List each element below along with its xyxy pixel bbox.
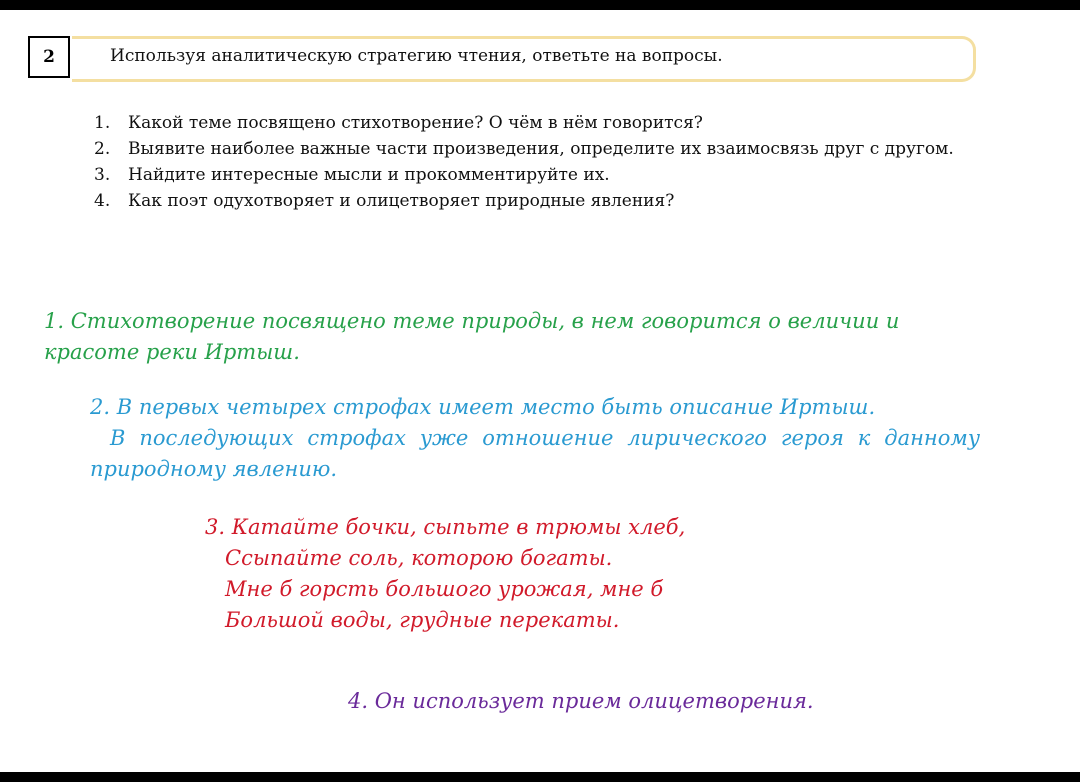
quote-line: 3. Катайте бочки, сыпьте в трюмы хлеб, — [205, 515, 686, 539]
question-number: 3. — [94, 165, 111, 185]
question-text: Как поэт одухотворяет и олицетворяет природные явления? — [128, 191, 675, 211]
answer-2-line-1: 2. В первых четырех строфах имеет место быть описание Иртыш. — [90, 395, 876, 419]
answer-2 — [90, 392, 980, 485]
question-text: Найдите интересные мысли и прокомментируйте их. — [128, 165, 610, 185]
task-number-badge: 2 — [28, 36, 70, 78]
answer-2-line-2: В последующих строфах уже отношение лирического героя к данному природному явлению. — [90, 426, 980, 481]
document-page — [0, 10, 1080, 772]
quote-line: Ссыпайте соль, которою богаты. — [225, 546, 613, 570]
question-item — [94, 110, 994, 136]
answer-3-quote — [205, 512, 765, 636]
question-number: 4. — [94, 191, 111, 211]
question-item — [94, 136, 994, 162]
question-number: 1. — [94, 113, 111, 133]
question-text: Какой теме посвящено стихотворение? О чём в нём говорится? — [128, 113, 703, 133]
quote-line: Большой воды, грудные перекаты. — [225, 608, 620, 632]
answer-4: 4. Он использует прием олицетворения. — [348, 689, 814, 713]
answer-1: 1. Стихотворение посвящено теме природы, в нем говорится о величии и красоте реки Иртыш. — [44, 309, 900, 364]
question-text: Выявите наиболее важные части произведения, определите их взаимосвязь друг с другом. — [128, 139, 954, 159]
question-number: 2. — [94, 139, 111, 159]
task-title: Используя аналитическую стратегию чтения, ответьте на вопросы. — [110, 46, 723, 66]
question-item — [94, 188, 994, 214]
question-item — [94, 162, 994, 188]
quote-line: Мне б горсть большого урожая, мне б — [225, 577, 664, 601]
task-header — [28, 34, 1048, 84]
question-list — [94, 110, 994, 214]
